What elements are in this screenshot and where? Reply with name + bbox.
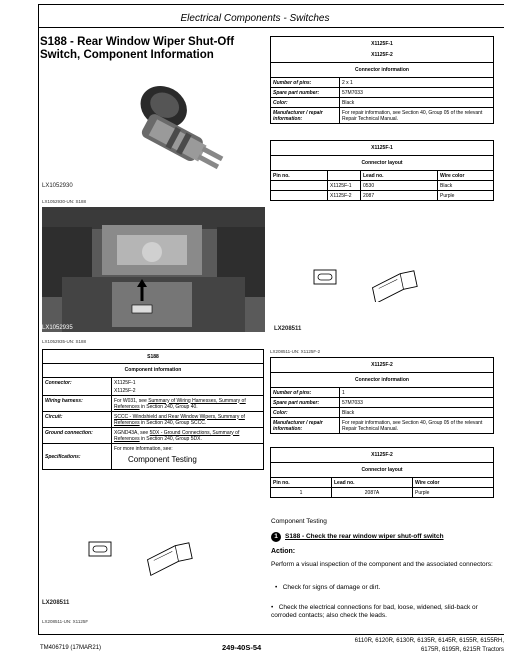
cell-connector: X1125F-1 [328, 181, 361, 191]
section-title: S188 - Rear Window Wiper Shut-Off Switch, Component Information [40, 36, 235, 61]
row-label: Number of pins: [271, 78, 340, 88]
cell [271, 191, 328, 201]
table-row [271, 398, 494, 408]
x1125f1-info-subtitle: Connector information [271, 63, 494, 78]
connector-image-1-label: LX208511 [274, 326, 302, 332]
row-value-ground-connection [112, 428, 264, 444]
row-label: Spare part number: [271, 398, 340, 408]
x1125f1-layout-subtitle: Connector layout [271, 156, 494, 171]
connector-x1125f-image [85, 538, 225, 578]
table-row [43, 428, 264, 444]
header-top-rule [38, 4, 504, 5]
row-label-connector: Connector: [43, 378, 112, 396]
x1125f1-info-title-line-1: X1125F-1 [371, 41, 393, 47]
table-row [271, 408, 494, 418]
header-lead-no: Lead no. [361, 171, 438, 181]
row-label: Color: [271, 98, 340, 108]
table-row [271, 418, 494, 434]
row-label: Number of pins: [271, 388, 340, 398]
action-label: Action: [271, 548, 296, 555]
x1125f2-connector-info-table [270, 357, 494, 434]
footer-models-line-1: 6110R, 6120R, 6130R, 6135R, 6145R, 6155R, 6155RH, [354, 638, 504, 644]
x1125f1-layout-title: X1125F-1 [271, 141, 494, 156]
bullet-item: • Check the electrical connections for bad, loose, widened, slid-back or corroded contacts; also check the leads. [271, 604, 478, 619]
s188-table-subtitle: Component information [43, 364, 264, 378]
connector-line-1: X1125F-1 [114, 379, 136, 386]
table-row [271, 488, 494, 498]
row-label-circuit: Circuit: [43, 412, 112, 428]
row-value: Black [340, 408, 494, 418]
row-value: For repair information, see Section 40, Group 05 of the relevant Repair Technical Manual. [340, 418, 494, 434]
table-row [271, 78, 494, 88]
x1125f1-connector-info-table [270, 36, 494, 124]
row-label-specifications: Specifications: [43, 444, 112, 470]
cell [271, 181, 328, 191]
header-wire-color: Wire color [438, 171, 494, 181]
row-label-wiring-harness: Wiring harness: [43, 396, 112, 412]
circuit-post: in Section 240, Group SCCC. [139, 419, 207, 426]
table-header-row [271, 478, 494, 488]
row-value: 57M7033 [340, 88, 494, 98]
table-row [271, 388, 494, 398]
row-value-circuit [112, 412, 264, 428]
connector-image-1-caption: LX208511-UN: X1125F-2 [270, 349, 321, 354]
connector-image-2-caption: LX208511-UN: X1125F [42, 619, 89, 624]
cell-lead: 0530 [361, 181, 438, 191]
cell-lead: 2087 [361, 191, 438, 201]
connector-line-2: X1125F-2 [114, 387, 136, 394]
footer-rule [38, 634, 504, 635]
switch-photo [42, 74, 265, 194]
header-pin-no: Pin no. [271, 478, 332, 488]
header-bottom-rule [38, 27, 504, 28]
cell-color: Purple [413, 488, 494, 498]
row-value: 2 x 1 [340, 78, 494, 88]
row-value-wiring-harness [112, 396, 264, 412]
x1125f1-info-title [271, 37, 494, 63]
cell-color: Purple [438, 191, 494, 201]
x1125f1-connector-layout-table [270, 140, 494, 201]
wiring-post: in Section 240, Group 40. [139, 403, 198, 410]
row-label: Spare part number: [271, 88, 340, 98]
x1125f2-layout-subtitle: Connector layout [271, 463, 494, 478]
x1125f1-info-title-line-2: X1125F-2 [371, 52, 393, 58]
component-testing-heading: Component Testing [271, 518, 327, 525]
cab-photo-caption: LX1052935-UN: S188 [42, 339, 87, 344]
cell-lead: 2087A [332, 488, 413, 498]
header-pin-no: Pin no. [271, 171, 328, 181]
x1125f2-layout-title: X1125F-2 [271, 448, 494, 463]
wiring-harness-link[interactable]: Summary of Wiring Harnesses, Summary of References [114, 397, 246, 410]
header-wire-color: Wire color [413, 478, 494, 488]
row-value: 57M7033 [340, 398, 494, 408]
row-label: Color: [271, 408, 340, 418]
s188-component-table [42, 349, 264, 470]
x1125f2-info-subtitle: Connector information [271, 373, 494, 388]
step-title[interactable]: S188 - Check the rear window wiper shut-off switch [285, 533, 444, 540]
table-row [271, 88, 494, 98]
cab-interior-photo [42, 207, 265, 332]
specifications-pre: For more information, see: [114, 445, 173, 452]
component-testing-ref[interactable]: Component Testing [128, 454, 197, 464]
x1125f2-info-title: X1125F-2 [271, 358, 494, 373]
header-lead-no: Lead no. [332, 478, 413, 488]
cell-color: Black [438, 181, 494, 191]
ground-connection-link[interactable]: 5DX - Ground Connections, Summary of References [114, 429, 240, 442]
table-row [43, 444, 264, 470]
connector-image-2-label: LX208511 [42, 600, 70, 606]
table-row [43, 396, 264, 412]
row-value: Black [340, 98, 494, 108]
page-header-title: Electrical Components - Switches [180, 13, 330, 24]
table-row [271, 191, 494, 201]
row-label: Manufacturer / repair information: [271, 418, 340, 434]
action-text: Perform a visual inspection of the component and the associated connectors: [271, 561, 493, 568]
row-value: 1 [340, 388, 494, 398]
s188-table-title: S188 [43, 350, 264, 364]
table-row [43, 378, 264, 396]
row-value: For repair information, see Section 40, Group 05 of the relevant Repair Technical Manual. [340, 108, 494, 124]
table-row [271, 98, 494, 108]
row-label: Manufacturer / repair information: [271, 108, 340, 124]
table-row [43, 412, 264, 428]
connector-x1125f2-image [310, 262, 450, 302]
footer-page-number: 249-40S-54 [222, 643, 262, 652]
table-row [271, 108, 494, 124]
footer-doc-id: TM406719 (17MAR21) [40, 645, 102, 651]
bullet-text-2: Check the electrical connections for bad, loose, widened, slid-back or corroded contacts; also check the leads. [271, 604, 478, 619]
wiring-pre: For W031, see [114, 397, 149, 404]
ground-pre: XGND43A, see [114, 429, 150, 436]
switch-photo-label: LX1052930 [42, 183, 73, 189]
row-value-specifications [112, 444, 264, 470]
row-value-connector [112, 378, 264, 396]
cell-pin: 1 [271, 488, 332, 498]
header-spacer [328, 171, 361, 181]
ground-post: in Section 240, Group 5DX. [139, 435, 202, 442]
table-header-row [271, 171, 494, 181]
x1125f2-connector-layout-table [270, 447, 494, 498]
table-row [271, 181, 494, 191]
cell-connector: X1125F-2 [328, 191, 361, 201]
bullet-text-1: Check for signs of damage or dirt. [282, 584, 381, 591]
bullet-item: • Check for signs of damage or dirt. [275, 584, 381, 591]
cab-photo-label: LX1052935 [42, 325, 73, 331]
step-number-badge: 1 [271, 532, 281, 542]
page-left-border [38, 4, 39, 634]
row-label-ground-connection: Ground connection: [43, 428, 112, 444]
footer-models-line-2: 6175R, 6195R, 6215R Tractors [420, 647, 504, 653]
circuit-link[interactable]: SCCC - Windshield and Rear Window Wipers, Summary of References [114, 413, 245, 426]
switch-photo-caption: LX1052930-UN: S188 [42, 199, 87, 204]
